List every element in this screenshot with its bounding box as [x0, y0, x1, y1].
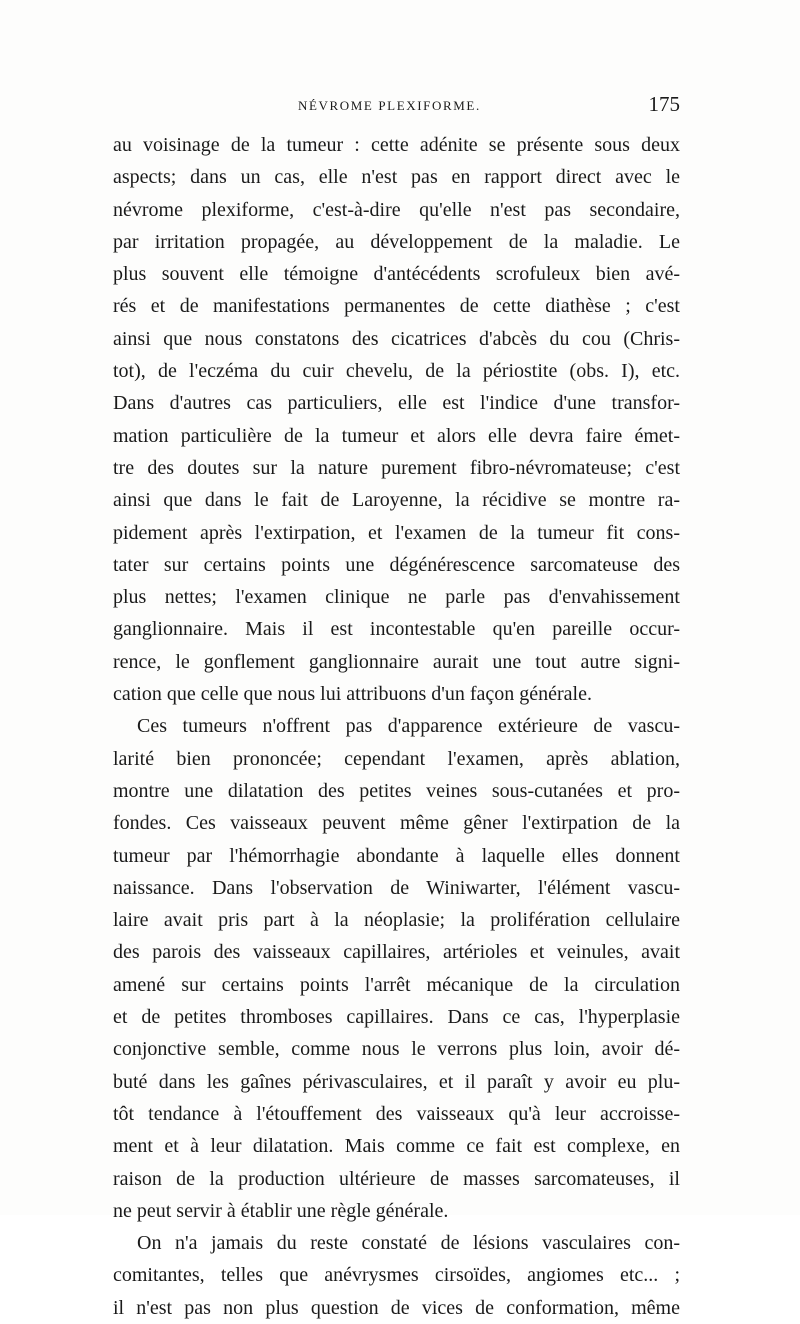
text-line: aspects; dans un cas, elle n'est pas en rapport direct avec le — [113, 166, 680, 189]
text-line: pidement après l'extirpation, et l'examen de la tumeur fit cons- — [113, 521, 680, 544]
text-line: rence, le gonflement ganglionnaire aurait une tout autre signi- — [113, 650, 680, 673]
text-line: rés et de manifestations permanentes de cette diathèse ; c'est — [113, 295, 680, 318]
text-line: mation particulière de la tumeur et alors elle devra faire émet- — [113, 424, 680, 447]
paragraph-last-line: cation que celle que nous lui attribuons d'un façon générale. — [113, 683, 592, 706]
text-line: tre des doutes sur la nature purement fibro-névromateuse; c'est — [113, 456, 680, 479]
text-line: tater sur certains points une dégénérescence sarcomateuse des — [113, 553, 680, 576]
text-line: par irritation propagée, au développement de la maladie. Le — [113, 230, 680, 253]
text-line: tumeur par l'hémorrhagie abondante à laquelle elles donnent — [113, 844, 680, 867]
text-line: tôt tendance à l'étouffement des vaisseaux qu'à leur accroisse- — [113, 1102, 680, 1125]
text-line: plus souvent elle témoigne d'antécédents scrofuleux bien avé- — [113, 263, 680, 286]
paragraph-first-line: Ces tumeurs n'offrent pas d'apparence extérieure de vascu- — [137, 715, 680, 738]
text-line: laire avait pris part à la néoplasie; la prolifération cellulaire — [113, 909, 680, 932]
text-line: des parois des vaisseaux capillaires, artérioles et veinules, avait — [113, 941, 680, 964]
text-line: larité bien prononcée; cependant l'examen, après ablation, — [113, 747, 680, 770]
text-line: naissance. Dans l'observation de Winiwarter, l'élément vascu- — [113, 876, 680, 899]
body-text — [113, 129, 680, 1324]
text-line: raison de la production ultérieure de masses sarcomateuses, il — [113, 1167, 680, 1190]
text-line: ment et à leur dilatation. Mais comme ce fait est complexe, en — [113, 1135, 680, 1158]
text-line: ainsi que dans le fait de Laroyenne, la récidive se montre ra- — [113, 489, 680, 512]
text-line: montre une dilatation des petites veines sous-cutanées et pro- — [113, 779, 680, 802]
text-line: et de petites thromboses capillaires. Dans ce cas, l'hyperplasie — [113, 1006, 680, 1029]
text-line: buté dans les gaînes périvasculaires, et il paraît y avoir eu plu- — [113, 1070, 680, 1093]
text-line: tot), de l'eczéma du cuir chevelu, de la périostite (obs. I), etc. — [113, 360, 680, 383]
text-line: ainsi que nous constatons des cicatrices d'abcès du cou (Chris- — [113, 327, 680, 350]
paragraph-first-line: On n'a jamais du reste constaté de lésions vasculaires con- — [137, 1232, 680, 1255]
running-title: NÉVROME PLEXIFORME. — [298, 98, 481, 113]
text-line: il n'est pas non plus question de vices de conformation, même — [113, 1296, 680, 1319]
text-line: névrome plexiforme, c'est-à-dire qu'elle n'est pas secondaire, — [113, 198, 680, 221]
text-line: comitantes, telles que anévrysmes cirsoïdes, angiomes etc... ; — [113, 1264, 680, 1287]
page-number: 175 — [648, 92, 680, 116]
text-line: plus nettes; l'examen clinique ne parle pas d'envahissement — [113, 586, 680, 609]
text-line: Dans d'autres cas particuliers, elle est l'indice d'une transfor- — [113, 392, 680, 415]
text-line: conjonctive semble, comme nous le verrons plus loin, avoir dé- — [113, 1038, 680, 1061]
running-head — [113, 92, 680, 122]
text-line: fondes. Ces vaisseaux peuvent même gêner l'extirpation de la — [113, 812, 680, 835]
paragraph-last-line: ne peut servir à établir une règle générale. — [113, 1199, 449, 1222]
text-line: au voisinage de la tumeur : cette adénite se présente sous deux — [113, 134, 680, 156]
text-line: amené sur certains points l'arrêt mécanique de la circulation — [113, 973, 680, 996]
text-line: ganglionnaire. Mais il est incontestable qu'en pareille occur- — [113, 618, 680, 641]
